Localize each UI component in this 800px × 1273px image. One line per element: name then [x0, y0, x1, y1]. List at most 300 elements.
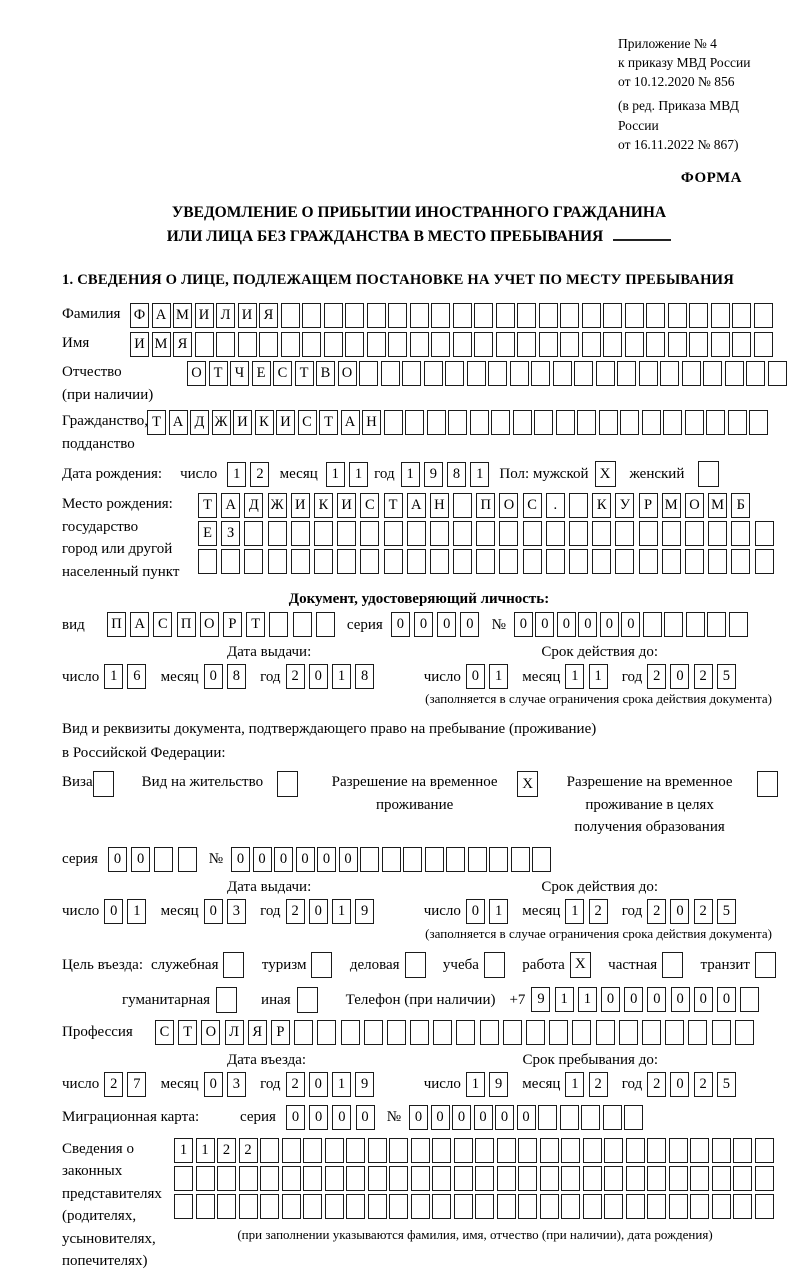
char-box[interactable]	[174, 1166, 193, 1191]
char-box[interactable]	[706, 410, 725, 435]
char-box[interactable]: 1	[332, 1072, 351, 1097]
char-box[interactable]: 2	[694, 664, 713, 689]
char-box[interactable]	[646, 303, 665, 328]
char-box[interactable]	[314, 549, 333, 574]
char-box[interactable]	[346, 1166, 365, 1191]
char-box[interactable]: Я	[248, 1020, 267, 1045]
char-box[interactable]	[432, 1166, 451, 1191]
char-box[interactable]: 5	[717, 1072, 736, 1097]
char-box[interactable]	[317, 1020, 336, 1045]
char-box[interactable]: А	[341, 410, 360, 435]
char-box[interactable]	[669, 1138, 688, 1163]
char-box[interactable]	[685, 410, 704, 435]
char-box[interactable]	[513, 410, 532, 435]
char-box[interactable]: 0	[286, 1105, 305, 1130]
char-box[interactable]	[476, 549, 495, 574]
char-box[interactable]: А	[221, 493, 240, 518]
char-box[interactable]: П	[177, 612, 196, 637]
char-box[interactable]	[592, 549, 611, 574]
char-box[interactable]	[582, 332, 601, 357]
char-box[interactable]	[503, 1020, 522, 1045]
char-box[interactable]	[731, 521, 750, 546]
char-box[interactable]	[446, 847, 465, 872]
char-box[interactable]	[368, 1194, 387, 1219]
char-box[interactable]	[732, 332, 751, 357]
char-box[interactable]: 2	[104, 1072, 123, 1097]
char-box[interactable]	[389, 1194, 408, 1219]
char-box[interactable]: 1	[565, 1072, 584, 1097]
char-box[interactable]	[569, 521, 588, 546]
char-box[interactable]	[453, 493, 472, 518]
char-box[interactable]	[474, 303, 493, 328]
char-box[interactable]: Е	[198, 521, 217, 546]
char-box[interactable]	[603, 1105, 622, 1130]
char-box[interactable]	[518, 1166, 537, 1191]
char-box[interactable]	[407, 521, 426, 546]
char-box[interactable]: 1	[555, 987, 574, 1012]
char-box[interactable]	[755, 1138, 774, 1163]
char-box[interactable]	[198, 549, 217, 574]
char-box[interactable]	[291, 521, 310, 546]
char-box[interactable]	[647, 1166, 666, 1191]
char-box[interactable]	[755, 1194, 774, 1219]
char-box[interactable]	[360, 847, 379, 872]
char-box[interactable]: К	[314, 493, 333, 518]
char-box[interactable]: М	[152, 332, 171, 357]
sex-male-checkbox[interactable]: X	[595, 461, 616, 487]
char-box[interactable]: 2	[647, 899, 666, 924]
char-box[interactable]	[453, 332, 472, 357]
char-box[interactable]: 0	[601, 987, 620, 1012]
char-box[interactable]: 2	[694, 899, 713, 924]
char-box[interactable]	[403, 847, 422, 872]
char-box[interactable]: 2	[694, 1072, 713, 1097]
char-box[interactable]: О	[685, 493, 704, 518]
char-box[interactable]: 2	[647, 664, 666, 689]
visa-checkbox[interactable]	[93, 771, 114, 797]
char-box[interactable]	[196, 1166, 215, 1191]
char-box[interactable]: С	[153, 612, 172, 637]
char-box[interactable]	[755, 549, 774, 574]
char-box[interactable]	[294, 1020, 313, 1045]
char-box[interactable]: 0	[717, 987, 736, 1012]
char-box[interactable]	[489, 847, 508, 872]
char-box[interactable]	[625, 303, 644, 328]
char-box[interactable]: 0	[296, 847, 315, 872]
char-box[interactable]: 1	[466, 1072, 485, 1097]
char-box[interactable]	[488, 361, 507, 386]
char-box[interactable]	[749, 410, 768, 435]
char-box[interactable]	[708, 549, 727, 574]
char-box[interactable]: 1	[565, 899, 584, 924]
char-box[interactable]: 2	[217, 1138, 236, 1163]
char-box[interactable]	[703, 361, 722, 386]
char-box[interactable]: Т	[319, 410, 338, 435]
char-box[interactable]: Р	[271, 1020, 290, 1045]
char-box[interactable]: 2	[250, 462, 269, 487]
char-box[interactable]	[389, 1166, 408, 1191]
char-box[interactable]	[174, 1194, 193, 1219]
char-box[interactable]	[733, 1194, 752, 1219]
char-box[interactable]: 1	[401, 462, 420, 487]
char-box[interactable]	[732, 303, 751, 328]
char-box[interactable]: 0	[466, 899, 485, 924]
char-box[interactable]	[244, 549, 263, 574]
char-box[interactable]: Т	[198, 493, 217, 518]
char-box[interactable]	[345, 303, 364, 328]
char-box[interactable]	[281, 303, 300, 328]
char-box[interactable]: 9	[531, 987, 550, 1012]
char-box[interactable]	[281, 332, 300, 357]
temp-residence-checkbox[interactable]: X	[517, 771, 538, 797]
char-box[interactable]: 2	[589, 899, 608, 924]
char-box[interactable]: Р	[639, 493, 658, 518]
char-box[interactable]	[647, 1138, 666, 1163]
char-box[interactable]	[689, 303, 708, 328]
char-box[interactable]: У	[615, 493, 634, 518]
char-box[interactable]	[662, 549, 681, 574]
char-box[interactable]: А	[130, 612, 149, 637]
char-box[interactable]	[407, 549, 426, 574]
char-box[interactable]	[430, 549, 449, 574]
char-box[interactable]	[497, 1194, 516, 1219]
char-box[interactable]	[364, 1020, 383, 1045]
char-box[interactable]	[731, 549, 750, 574]
char-box[interactable]	[647, 1194, 666, 1219]
char-box[interactable]	[646, 332, 665, 357]
char-box[interactable]	[410, 332, 429, 357]
char-box[interactable]	[293, 612, 312, 637]
char-box[interactable]	[518, 1194, 537, 1219]
char-box[interactable]	[410, 303, 429, 328]
char-box[interactable]	[539, 303, 558, 328]
char-box[interactable]	[324, 303, 343, 328]
char-box[interactable]	[531, 361, 550, 386]
char-box[interactable]	[454, 1194, 473, 1219]
char-box[interactable]	[303, 1194, 322, 1219]
char-box[interactable]	[424, 361, 443, 386]
char-box[interactable]: О	[200, 612, 219, 637]
char-box[interactable]	[282, 1138, 301, 1163]
char-box[interactable]	[523, 549, 542, 574]
char-box[interactable]: И	[233, 410, 252, 435]
char-box[interactable]	[475, 1138, 494, 1163]
char-box[interactable]	[360, 521, 379, 546]
char-box[interactable]	[359, 361, 378, 386]
char-box[interactable]	[517, 303, 536, 328]
char-box[interactable]	[626, 1194, 645, 1219]
char-box[interactable]	[625, 332, 644, 357]
char-box[interactable]: Т	[178, 1020, 197, 1045]
char-box[interactable]	[711, 303, 730, 328]
char-box[interactable]: 0	[647, 987, 666, 1012]
char-box[interactable]: 0	[309, 1072, 328, 1097]
char-box[interactable]	[302, 303, 321, 328]
char-box[interactable]: И	[291, 493, 310, 518]
char-box[interactable]	[337, 549, 356, 574]
char-box[interactable]	[381, 361, 400, 386]
char-box[interactable]	[626, 1166, 645, 1191]
char-box[interactable]	[669, 1166, 688, 1191]
char-box[interactable]	[454, 1138, 473, 1163]
char-box[interactable]	[475, 1166, 494, 1191]
char-box[interactable]: 0	[578, 612, 597, 637]
char-box[interactable]: 0	[108, 847, 127, 872]
char-box[interactable]	[314, 521, 333, 546]
char-box[interactable]: 1	[326, 462, 345, 487]
char-box[interactable]	[411, 1194, 430, 1219]
char-box[interactable]	[685, 549, 704, 574]
purpose-transit-checkbox[interactable]	[755, 952, 776, 978]
char-box[interactable]: Н	[362, 410, 381, 435]
char-box[interactable]: П	[107, 612, 126, 637]
char-box[interactable]	[154, 847, 173, 872]
char-box[interactable]	[690, 1194, 709, 1219]
purpose-business-checkbox[interactable]	[405, 952, 426, 978]
char-box[interactable]: 0	[535, 612, 554, 637]
char-box[interactable]	[387, 1020, 406, 1045]
char-box[interactable]: С	[523, 493, 542, 518]
char-box[interactable]: 0	[517, 1105, 536, 1130]
char-box[interactable]	[754, 332, 773, 357]
char-box[interactable]	[389, 1138, 408, 1163]
char-box[interactable]	[615, 549, 634, 574]
purpose-private-checkbox[interactable]	[662, 952, 683, 978]
char-box[interactable]: 0	[474, 1105, 493, 1130]
char-box[interactable]: 1	[332, 899, 351, 924]
char-box[interactable]: Т	[295, 361, 314, 386]
char-box[interactable]	[711, 332, 730, 357]
char-box[interactable]: В	[316, 361, 335, 386]
char-box[interactable]: К	[255, 410, 274, 435]
char-box[interactable]	[324, 332, 343, 357]
char-box[interactable]: П	[476, 493, 495, 518]
char-box[interactable]	[269, 612, 288, 637]
char-box[interactable]	[725, 361, 744, 386]
char-box[interactable]: 2	[286, 1072, 305, 1097]
char-box[interactable]	[325, 1166, 344, 1191]
char-box[interactable]	[196, 1194, 215, 1219]
char-box[interactable]: 0	[104, 899, 123, 924]
purpose-humanitarian-checkbox[interactable]	[216, 987, 237, 1013]
char-box[interactable]: 0	[600, 612, 619, 637]
char-box[interactable]	[740, 987, 759, 1012]
char-box[interactable]: 8	[447, 462, 466, 487]
char-box[interactable]	[546, 549, 565, 574]
purpose-work-checkbox[interactable]: X	[570, 952, 591, 978]
char-box[interactable]	[476, 521, 495, 546]
char-box[interactable]	[619, 1020, 638, 1045]
char-box[interactable]: 6	[127, 664, 146, 689]
char-box[interactable]: 0	[431, 1105, 450, 1130]
char-box[interactable]: Т	[384, 493, 403, 518]
char-box[interactable]	[642, 1020, 661, 1045]
char-box[interactable]: Т	[246, 612, 265, 637]
char-box[interactable]	[561, 1138, 580, 1163]
char-box[interactable]: 0	[670, 1072, 689, 1097]
char-box[interactable]	[316, 612, 335, 637]
char-box[interactable]	[511, 847, 530, 872]
char-box[interactable]: Ч	[230, 361, 249, 386]
char-box[interactable]: Л	[216, 303, 235, 328]
char-box[interactable]	[325, 1194, 344, 1219]
char-box[interactable]	[596, 361, 615, 386]
char-box[interactable]	[599, 410, 618, 435]
char-box[interactable]: 9	[355, 899, 374, 924]
char-box[interactable]	[604, 1138, 623, 1163]
purpose-tourism-checkbox[interactable]	[311, 952, 332, 978]
char-box[interactable]	[664, 612, 683, 637]
char-box[interactable]	[733, 1138, 752, 1163]
char-box[interactable]	[624, 1105, 643, 1130]
char-box[interactable]	[639, 521, 658, 546]
char-box[interactable]	[532, 847, 551, 872]
char-box[interactable]	[453, 303, 472, 328]
char-box[interactable]: 0	[670, 899, 689, 924]
char-box[interactable]: 1	[565, 664, 584, 689]
char-box[interactable]: 0	[671, 987, 690, 1012]
char-box[interactable]	[690, 1166, 709, 1191]
char-box[interactable]: 0	[253, 847, 272, 872]
char-box[interactable]: 9	[355, 1072, 374, 1097]
char-box[interactable]: 0	[274, 847, 293, 872]
char-box[interactable]	[178, 847, 197, 872]
char-box[interactable]	[432, 1138, 451, 1163]
char-box[interactable]	[540, 1138, 559, 1163]
char-box[interactable]	[411, 1138, 430, 1163]
char-box[interactable]	[662, 521, 681, 546]
char-box[interactable]	[690, 1138, 709, 1163]
char-box[interactable]	[583, 1166, 602, 1191]
char-box[interactable]	[620, 410, 639, 435]
char-box[interactable]	[453, 521, 472, 546]
char-box[interactable]	[239, 1166, 258, 1191]
char-box[interactable]	[425, 847, 444, 872]
char-box[interactable]: 1	[174, 1138, 193, 1163]
char-box[interactable]	[491, 410, 510, 435]
char-box[interactable]: С	[273, 361, 292, 386]
char-box[interactable]: 8	[355, 664, 374, 689]
char-box[interactable]	[553, 361, 572, 386]
char-box[interactable]	[663, 410, 682, 435]
char-box[interactable]	[617, 361, 636, 386]
char-box[interactable]	[712, 1020, 731, 1045]
char-box[interactable]	[712, 1194, 731, 1219]
char-box[interactable]: 0	[309, 1105, 328, 1130]
char-box[interactable]	[346, 1138, 365, 1163]
char-box[interactable]	[755, 521, 774, 546]
char-box[interactable]	[474, 332, 493, 357]
char-box[interactable]: 1	[127, 899, 146, 924]
char-box[interactable]: Д	[244, 493, 263, 518]
char-box[interactable]	[496, 332, 515, 357]
char-box[interactable]: 0	[624, 987, 643, 1012]
char-box[interactable]	[268, 549, 287, 574]
char-box[interactable]: С	[155, 1020, 174, 1045]
char-box[interactable]: 1	[104, 664, 123, 689]
char-box[interactable]: 0	[356, 1105, 375, 1130]
char-box[interactable]	[480, 1020, 499, 1045]
char-box[interactable]	[510, 361, 529, 386]
purpose-other-checkbox[interactable]	[297, 987, 318, 1013]
char-box[interactable]	[217, 1194, 236, 1219]
char-box[interactable]: М	[173, 303, 192, 328]
char-box[interactable]	[497, 1138, 516, 1163]
char-box[interactable]	[603, 332, 622, 357]
char-box[interactable]	[604, 1194, 623, 1219]
char-box[interactable]	[581, 1105, 600, 1130]
char-box[interactable]	[217, 1166, 236, 1191]
char-box[interactable]	[431, 303, 450, 328]
char-box[interactable]	[445, 361, 464, 386]
char-box[interactable]: Е	[252, 361, 271, 386]
char-box[interactable]: 1	[489, 899, 508, 924]
char-box[interactable]: 0	[414, 612, 433, 637]
char-box[interactable]: 0	[466, 664, 485, 689]
char-box[interactable]	[402, 361, 421, 386]
char-box[interactable]: О	[338, 361, 357, 386]
sex-female-checkbox[interactable]	[698, 461, 719, 487]
char-box[interactable]: 0	[409, 1105, 428, 1130]
char-box[interactable]	[410, 1020, 429, 1045]
char-box[interactable]	[556, 410, 575, 435]
char-box[interactable]: А	[169, 410, 188, 435]
char-box[interactable]	[499, 549, 518, 574]
char-box[interactable]: С	[298, 410, 317, 435]
char-box[interactable]	[735, 1020, 754, 1045]
char-box[interactable]: И	[276, 410, 295, 435]
char-box[interactable]	[260, 1194, 279, 1219]
char-box[interactable]	[345, 332, 364, 357]
char-box[interactable]: 1	[589, 664, 608, 689]
char-box[interactable]	[216, 332, 235, 357]
char-box[interactable]: К	[592, 493, 611, 518]
char-box[interactable]	[768, 361, 787, 386]
char-box[interactable]	[517, 332, 536, 357]
char-box[interactable]: О	[201, 1020, 220, 1045]
char-box[interactable]: Я	[259, 303, 278, 328]
char-box[interactable]: 0	[452, 1105, 471, 1130]
char-box[interactable]	[569, 493, 588, 518]
char-box[interactable]: 0	[204, 664, 223, 689]
char-box[interactable]: 0	[309, 899, 328, 924]
char-box[interactable]: 2	[647, 1072, 666, 1097]
char-box[interactable]	[538, 1105, 557, 1130]
char-box[interactable]: А	[407, 493, 426, 518]
char-box[interactable]: 0	[332, 1105, 351, 1130]
char-box[interactable]	[540, 1166, 559, 1191]
char-box[interactable]	[534, 410, 553, 435]
char-box[interactable]: 5	[717, 664, 736, 689]
char-box[interactable]: 9	[424, 462, 443, 487]
char-box[interactable]	[388, 332, 407, 357]
char-box[interactable]: 1	[332, 664, 351, 689]
char-box[interactable]: Т	[209, 361, 228, 386]
char-box[interactable]	[382, 847, 401, 872]
char-box[interactable]: 2	[239, 1138, 258, 1163]
char-box[interactable]: 3	[227, 899, 246, 924]
char-box[interactable]	[384, 549, 403, 574]
char-box[interactable]	[583, 1194, 602, 1219]
char-box[interactable]: 0	[694, 987, 713, 1012]
char-box[interactable]	[583, 1138, 602, 1163]
char-box[interactable]: .	[546, 493, 565, 518]
char-box[interactable]	[643, 612, 662, 637]
char-box[interactable]	[303, 1138, 322, 1163]
char-box[interactable]	[325, 1138, 344, 1163]
char-box[interactable]	[468, 847, 487, 872]
char-box[interactable]	[431, 332, 450, 357]
